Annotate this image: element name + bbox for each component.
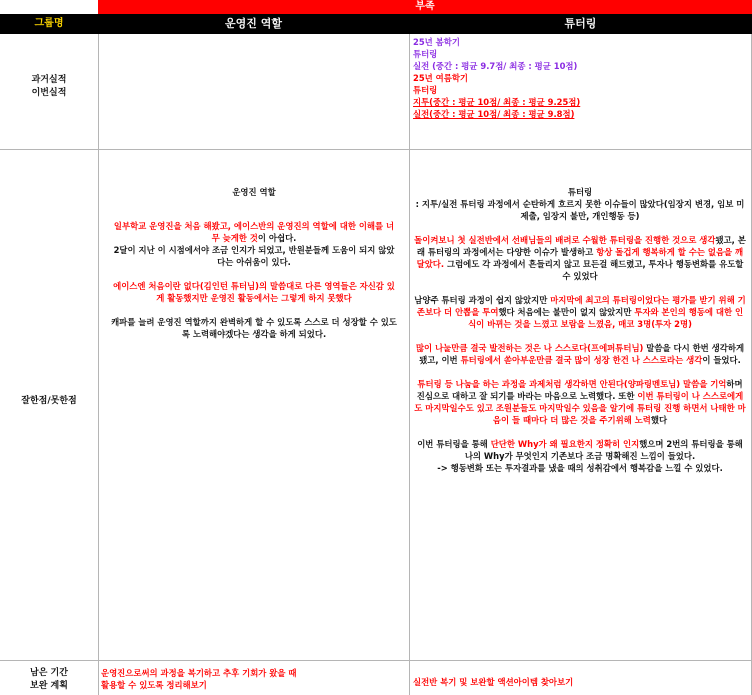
past-line: 지투(중간 : 평균 10점/ 최종 : 평균 9.25점): [413, 97, 581, 107]
past-tutoring-cell: [413, 36, 749, 120]
tutor-paragraph-2: [413, 234, 747, 282]
tutor-title: 튜터링: [567, 187, 593, 197]
row-label-plan: [0, 667, 98, 693]
tutor-p2-black: 됐고, 본래 튜터링의 과정에서는 다양한 이슈가 발생하고: [416, 235, 746, 257]
tutor-p2-red: 돌이켜보니 첫 실전반에서 선배님들의 배려로 수월한 튜터링을 진행한 것으로 생각: [414, 235, 716, 245]
tutor-p6-red: 단단한 Why가 왜 필요한지 정확히 인지: [490, 439, 640, 449]
ops-paragraph-3: 에이스엔 처음이란 없다(김인턴 튜터님)의 말씀대로 다른 영역들은 자신감 있게 활동했지만 운영진 활동에서는 그렇게 하지 못했다: [113, 281, 395, 303]
ops-title: 운영진 역할: [232, 187, 276, 197]
ops-p1-red: 일부학교 운영진을 처음 해봤고, 에이스반의 운영진의 역할에 대한 이해를 너무 늦게한 것: [113, 221, 395, 243]
row-label-past: [0, 74, 98, 100]
tutor-p5-black-2: 했다: [650, 415, 668, 425]
tutor-p4-red-2: 튜터링에서 쏟아부운만큼 결국 많이 성장 한건 나 스스로라는 생각: [460, 355, 703, 365]
plan-ops-line: 운영진으로써의 과정을 복기하고 추후 기회가 왔을 때: [101, 668, 297, 678]
tutor-p5-black: 하며 진심으로 대하고 잘 되기를 바라는 마음으로 노력했다. 또한: [416, 379, 743, 401]
ops-paragraph-2: 2달이 지난 이 시점에서야 조금 인지가 되었고, 반원분들께 도움이 되지 않았다는 아쉬움이 있다.: [113, 245, 395, 267]
tutor-p3-red: 마지막에 최고의 튜터링이었다는 평가를 받기 위해 기존보다 더 안뽑을 투여: [416, 295, 746, 317]
ops-paragraph-1: [110, 220, 398, 244]
past-line: 튜터링: [413, 85, 438, 95]
ops-role-cell: [110, 186, 398, 340]
tutor-p3-red-2: 투자와 본인의 행동에 대한 인식이 바뀌는 것을 느꼈고 보람을 느꼈음, 매코 3명(투자 2명): [468, 307, 744, 329]
tutor-p2-black-2: 그럼에도 각 과정에서 흔들리지 않고 묘든걸 해드렸고, 투자나 행동변화를 유도할 수 있었다: [444, 259, 744, 281]
tutor-p3-black-2: 했다 처음에는 불만이 없지 않았지만: [498, 307, 635, 317]
tutor-intro: : 지투/실전 튜터링 과정에서 순탄하게 흐르지 못한 이슈들이 많았다(임장지 변경, 임보 미제출, 임장지 불만, 개인행동 등): [415, 199, 745, 221]
ops-paragraph-4: 캐파를 늘려 운영진 역할까지 완벽하게 할 수 있도록 스스로 더 성장할 수 있도록 노력해야겠다는 생각을 하게 되었다.: [111, 317, 397, 339]
tutor-paragraph-4: [413, 342, 747, 366]
section-banner: 부족: [98, 0, 752, 14]
tutor-paragraph-3: [413, 294, 747, 330]
tutor-paragraph-5: [413, 378, 747, 426]
tutor-p4-black-2: 이 들었다.: [702, 355, 741, 365]
plan-tutor-line: 실전반 복기 및 보완할 액션아이템 찾아보기: [413, 677, 574, 687]
tutor-p6-black-2: 했으며 2번의 튜터링을 통해 나의 Why가 무엇인지 기존보다 조금 명확해진 느낌이 들었다.: [464, 439, 743, 461]
row-label-line: 남은 기간: [30, 668, 68, 678]
past-line: 25년 여름학기: [413, 73, 469, 83]
tutor-p5-red-2: 이번 튜터링이 나 스스로에게도 마지막일수도 있고 조원분들도 마지막일수 있음을 알기에 튜터링 진행 하면서 나태한 마음이 들 때마다 더 많은 것을 주기위해 노력: [414, 391, 746, 425]
tutoring-cell: [413, 186, 747, 474]
tutor-p3-black: 남양주 튜터링 과정이 쉽지 않았지만: [414, 295, 551, 305]
past-line: 튜터링: [413, 49, 438, 59]
grid-vline: [98, 34, 99, 695]
tutor-p5-red: 튜터링 등 나눔을 하는 과정을 과제처럼 생각하면 안된다(양파링멘토님) 말씀을 기억: [417, 379, 727, 389]
tutor-p6-black: 이번 튜터링을 통해: [417, 439, 491, 449]
grid-hline: [0, 660, 752, 661]
ops-p1-black: 이 아쉽다.: [257, 233, 297, 243]
grid-hline: [0, 149, 752, 150]
header-group: 그룹명: [34, 18, 64, 29]
row-label-line: 이번실적: [31, 88, 67, 98]
tutor-paragraph-6: [413, 438, 747, 462]
header-ops-role: 운영진 역할: [225, 17, 282, 30]
header-row: [0, 14, 752, 34]
past-line: 실전 (중간 : 평균 9.7점/ 최종 : 평균 10점): [413, 61, 578, 71]
grid-vline: [409, 34, 410, 695]
header-tutoring: 튜터링: [564, 17, 597, 30]
past-line: 실전(중간 : 평균 10점/ 최종 : 평균 9.8점): [413, 109, 575, 119]
row-label-line: 보완 계획: [30, 681, 68, 691]
past-line: 25년 봄학기: [413, 37, 460, 47]
tutor-paragraph-7: -> 행동변화 또는 투자결과를 냈을 때의 성취감에서 행복감을 느낄 수 있었다.: [437, 463, 723, 473]
tutor-p4-black: 말씀을 다시 한번 생각하게 됐고, 이번: [419, 343, 745, 365]
row-label-line: 과거실적: [31, 75, 67, 85]
plan-ops-cell: [101, 667, 406, 691]
tutor-p4-red: 많이 나눌만큼 결국 발전하는 것은 나 스스로다(프에퍼튜터님): [415, 343, 644, 353]
plan-tutor-cell: [413, 676, 747, 688]
row-label-strengths: 잘한점/못한점: [21, 396, 77, 406]
tutor-p2-red-2: 항상 돌겁게 행복하게 할 수는 없음을 깨달았다.: [416, 247, 744, 269]
plan-ops-line: 활용할 수 있도록 정리해보기: [101, 680, 207, 690]
